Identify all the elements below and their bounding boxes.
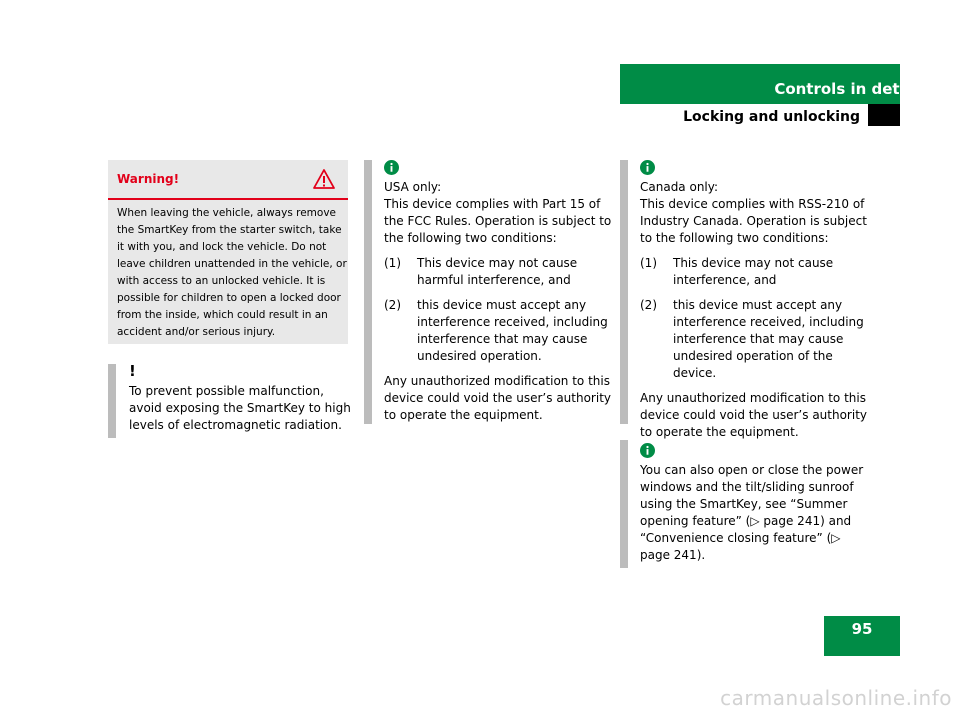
thumb-tab-marker	[868, 104, 900, 126]
page-number: 95	[851, 620, 873, 638]
list-text: This device may not cause harmful interference, and	[417, 256, 578, 287]
info-usa-block	[384, 179, 614, 432]
info-canada-block	[640, 179, 870, 449]
list-item	[384, 255, 614, 289]
list-item	[640, 255, 870, 289]
list-number: (1)	[640, 256, 657, 270]
info-usa-heading: USA only:	[384, 180, 442, 194]
info-canada-intro: This device complies with RSS-210 of Industry Canada. Operation is subject to the following two conditions:	[640, 197, 867, 245]
list-item	[384, 297, 614, 365]
warning-title: Warning!	[117, 172, 180, 186]
list-number: (1)	[384, 256, 401, 270]
caution-bar	[108, 364, 116, 438]
list-text: this device must accept any interference received, including interference that may cause undesired operation.	[417, 298, 608, 363]
list-text: this device must accept any interference received, including interference that may cause undesired operation of the device.	[673, 298, 864, 380]
list-number: (2)	[640, 298, 657, 312]
info-canada-heading: Canada only:	[640, 180, 719, 194]
section-title: Controls in detail	[774, 80, 920, 98]
list-number: (2)	[384, 298, 401, 312]
caution-mark: !	[129, 362, 136, 380]
info-canada-bar	[620, 160, 628, 424]
info-icon	[640, 443, 655, 458]
section-subtitle: Locking and unlocking	[683, 109, 860, 125]
list-text: This device may not cause interference, and	[673, 256, 834, 287]
info-usa-bar	[364, 160, 372, 424]
info-usa-footer: Any unauthorized modification to this device could void the user’s authority to operate the equipment.	[384, 374, 611, 422]
warning-triangle-icon	[312, 168, 336, 190]
warning-text: When leaving the vehicle, always remove the SmartKey from the starter switch, take it with you, and lock the vehicle. Do not leave children unattended in the vehicle, or with access to an unlocked vehicle. It is possible for children to open a locked door from the inside, which could result in an accident and/or serious injury.	[117, 207, 347, 338]
warning-box	[108, 160, 348, 344]
watermark: carmanualsonline.info	[720, 686, 952, 710]
info-canada-footer: Any unauthorized modification to this device could void the user’s authority to operate the equipment.	[640, 391, 867, 439]
warning-header	[108, 160, 348, 200]
info-windows-text: You can also open or close the power windows and the tilt/sliding sunroof using the SmartKey, see “Summer opening feature” (▷ page 241) and “Convenience closing feature” (▷ page 241).	[640, 463, 864, 562]
info-usa-intro: This device complies with Part 15 of the FCC Rules. Operation is subject to the following two conditions:	[384, 197, 612, 245]
info-icon	[640, 160, 655, 175]
info-icon	[384, 160, 399, 175]
list-item	[640, 297, 870, 382]
info-windows-bar	[620, 440, 628, 568]
caution-text: To prevent possible malfunction, avoid exposing the SmartKey to high levels of electromagnetic radiation.	[129, 384, 351, 432]
